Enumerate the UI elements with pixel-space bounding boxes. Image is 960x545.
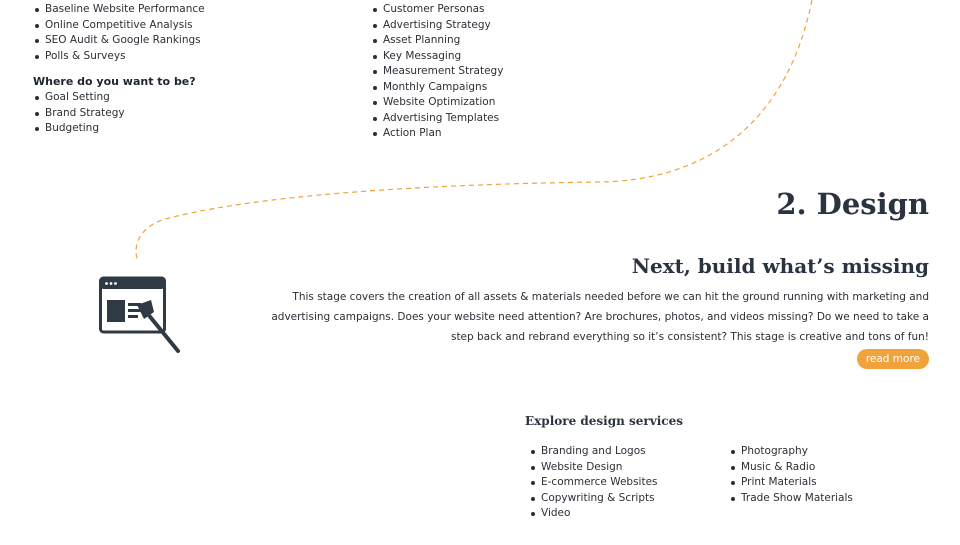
list-item: Asset Planning: [371, 33, 631, 49]
list-item[interactable]: Photography: [729, 444, 919, 460]
explore-list-left: [529, 444, 719, 522]
list-item: Polls & Surveys: [33, 49, 293, 65]
section-description: This stage covers the creation of all assets & materials needed before we can hit the ground running with marketing and advertising campaigns. Does your website need attention? Are brochures, photos, and videos missing? Do we need to take a step back and rebrand everything so it’s consistent? This stage is creative and tons of fun!: [271, 291, 929, 343]
list-item: Advertising Templates: [371, 111, 631, 127]
list-item: Budgeting: [33, 121, 293, 137]
where-subheading: Where do you want to be?: [33, 75, 196, 88]
middle-column: [371, 2, 631, 142]
list-item: Online Competitive Analysis: [33, 18, 293, 34]
middle-list: [371, 2, 631, 142]
list-item: Measurement Strategy: [371, 64, 631, 80]
left-list-top: [33, 2, 293, 64]
list-item[interactable]: Video: [529, 506, 719, 522]
list-item: Brand Strategy: [33, 106, 293, 122]
list-item: Monthly Campaigns: [371, 80, 631, 96]
section-title: 2. Design: [776, 187, 929, 221]
list-item: Website Optimization: [371, 95, 631, 111]
explore-list-right: [729, 444, 919, 506]
design-browser-brush-icon: [99, 275, 181, 355]
list-item: Customer Personas: [371, 2, 631, 18]
list-item[interactable]: Trade Show Materials: [729, 491, 919, 507]
list-item[interactable]: E-commerce Websites: [529, 475, 719, 491]
list-item[interactable]: Copywriting & Scripts: [529, 491, 719, 507]
list-item[interactable]: Branding and Logos: [529, 444, 719, 460]
read-more-button[interactable]: read more: [857, 349, 929, 369]
list-item[interactable]: Website Design: [529, 460, 719, 476]
section-subtitle: Next, build what’s missing: [631, 254, 929, 278]
list-item: Action Plan: [371, 126, 631, 142]
list-item: Key Messaging: [371, 49, 631, 65]
explore-services-heading: Explore design services: [525, 414, 683, 428]
list-item: SEO Audit & Google Rankings: [33, 33, 293, 49]
left-column: [33, 2, 293, 137]
left-list-bottom: [33, 90, 293, 137]
list-item[interactable]: Music & Radio: [729, 460, 919, 476]
list-item[interactable]: Print Materials: [729, 475, 919, 491]
list-item: Goal Setting: [33, 90, 293, 106]
list-item: Advertising Strategy: [371, 18, 631, 34]
list-item: Baseline Website Performance: [33, 2, 293, 18]
